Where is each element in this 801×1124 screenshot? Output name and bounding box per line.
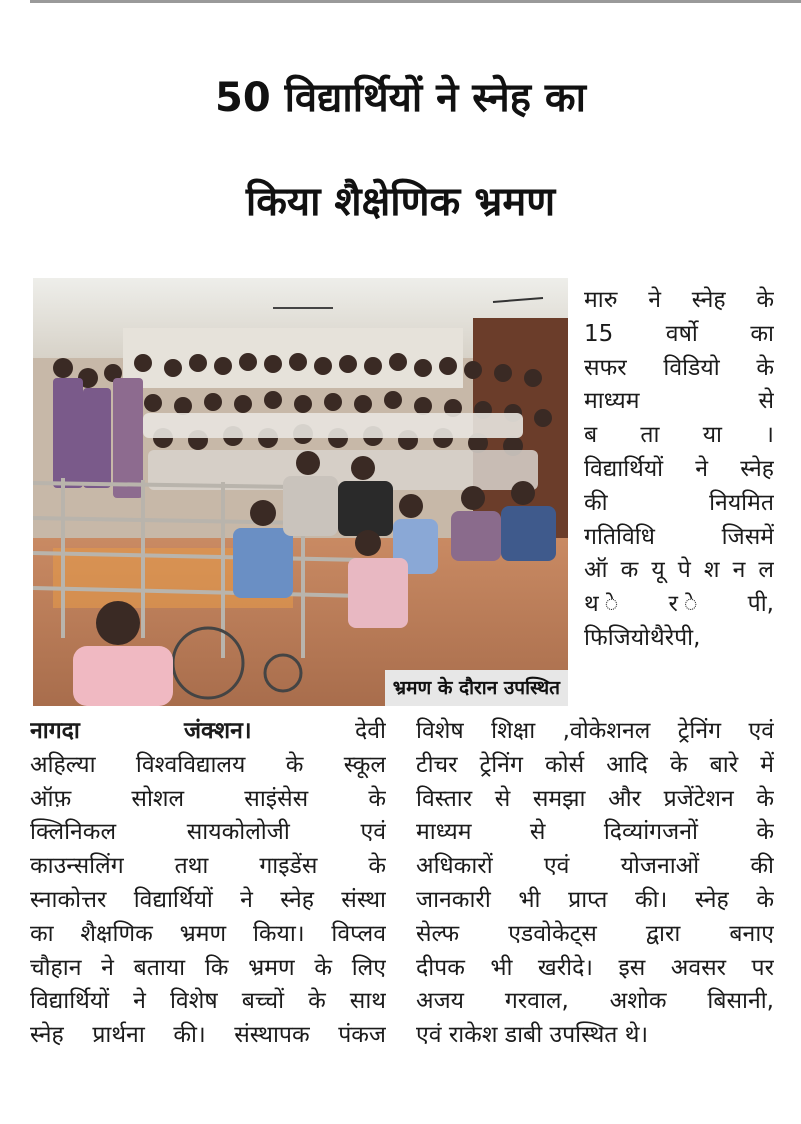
text-line: चौहान ने बताया कि भ्रमण के लिए: [30, 954, 386, 981]
text-line: स्नेह प्रार्थना की। संस्थापक पंकज: [30, 1022, 386, 1049]
top-rule: [30, 0, 801, 3]
text-line: स्नाकोत्तर विद्यार्थियों ने स्नेह संस्था: [30, 886, 386, 913]
text-line: ऑफ़ सोशल साइंसेस के: [30, 785, 386, 812]
text-line: की नियमित: [584, 489, 774, 516]
text-line: विद्यार्थियों ने स्नेह: [584, 455, 774, 482]
text-line: विशेष शिक्षा ,वोकेशनल ट्रेनिंग एवं: [416, 718, 774, 744]
text-line: एवं राकेश डाबी उपस्थित थे।: [416, 1022, 649, 1049]
headline-line-2: किया शैक्षेणिक भ्रमण: [245, 179, 556, 225]
group-photo-illustration: [33, 278, 568, 706]
text-line: अजय गरवाल, अशोक बिसानी,: [416, 988, 774, 1015]
text-line: काउन्सलिंग तथा गाइडेंस के: [30, 853, 386, 880]
text-line: विस्तार से समझा और प्रजेंटेशन के: [416, 785, 774, 812]
text-line: का शैक्षणिक भ्रमण किया। विप्लव: [30, 920, 386, 947]
first-line-rest: देवी: [355, 718, 386, 744]
text-line: विद्यार्थियों ने विशेष बच्चों के साथ: [30, 988, 386, 1015]
first-line: [30, 715, 386, 749]
text-line: टीचर ट्रेनिंग कोर्स आदि के बारे में: [416, 751, 774, 778]
headline-line-1: 50 विद्यार्थियों ने स्नेह का: [214, 75, 586, 121]
text-line: अधिकारों एवं योजनाओं की: [416, 853, 774, 880]
photo-caption: भ्रमण के दौरान उपस्थित: [385, 670, 568, 706]
dateline: नागदा जंक्शन।: [30, 718, 252, 744]
column-right-top: [584, 284, 774, 656]
text-line: सेल्फ एडवोकेट्स द्वारा बनाए: [416, 920, 774, 947]
text-line: माध्यम से दिव्यांगजनों के: [416, 819, 774, 846]
text-line: क्लिनिकल सायकोलोजी एवं: [30, 819, 386, 846]
text-line: माध्यम से: [584, 388, 774, 415]
text-line: जानकारी भी प्राप्त की। स्नेह के: [416, 886, 774, 913]
text-line: गतिविधि जिसमें: [584, 523, 774, 550]
group-photo: [33, 278, 568, 706]
text-line: सफर विडियो के: [584, 354, 774, 381]
text-line: 15 वर्षो का: [584, 320, 774, 347]
column-left-bottom: [30, 715, 386, 1053]
column-right-bottom: [416, 715, 774, 1053]
text-line: ब ता या ।: [584, 422, 774, 449]
text-line: थ े र े पी,: [584, 591, 774, 618]
text-line: अहिल्या विश्वविद्यालय के स्कूल: [30, 751, 386, 778]
text-line: दीपक भी खरीदे। इस अवसर पर: [416, 954, 774, 981]
text-line: ऑ क यू पे श न ल: [584, 557, 774, 584]
text-line: मारु ने स्नेह के: [584, 287, 774, 313]
text-line: फिजियोथैरेपी,: [584, 624, 701, 651]
